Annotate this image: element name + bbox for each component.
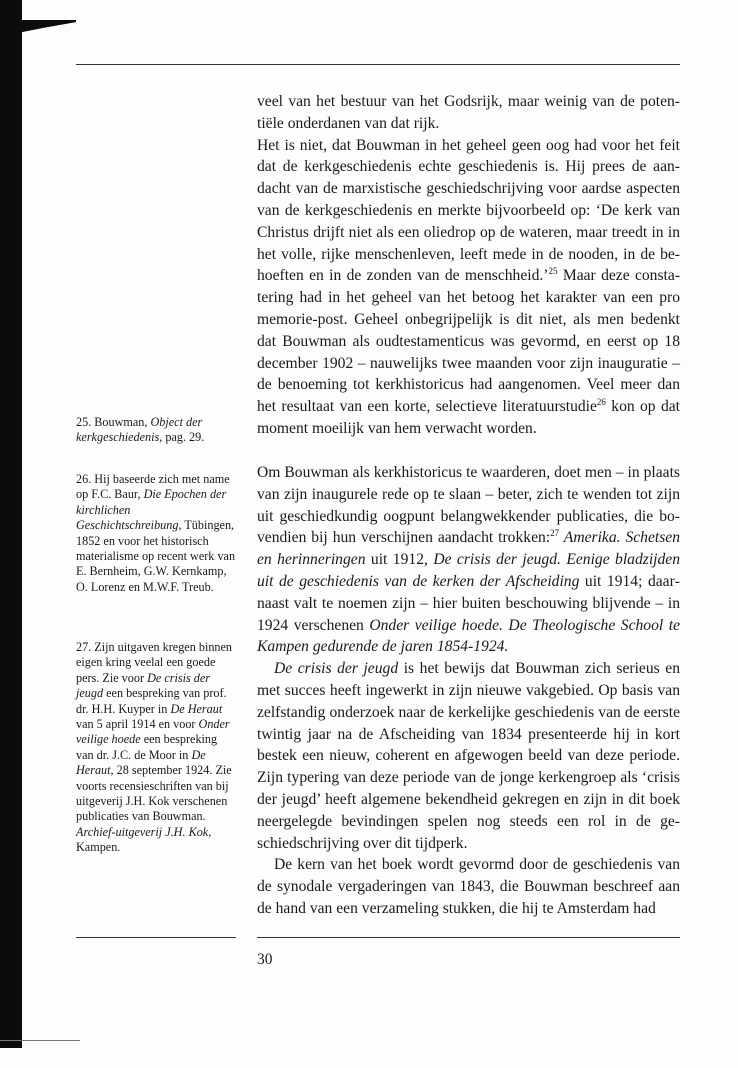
- footnote-27-text-5: , Kampen.: [76, 824, 212, 855]
- page-number: 30: [257, 951, 273, 968]
- paragraph-4: [257, 658, 680, 854]
- main-text-top: [257, 91, 680, 440]
- footnote-ref-26[interactable]: 26: [596, 397, 606, 408]
- paragraph-3: [257, 462, 680, 658]
- footnote-27: [76, 640, 236, 856]
- main-text-bottom: [257, 462, 680, 920]
- footnote-27-title-3: Onder veilige hoede: [76, 717, 230, 747]
- scan-margin-line: [0, 1040, 80, 1041]
- footer-rule: [257, 937, 680, 938]
- footnote-27-text-3: een bespreking van dr. J.C. de Moor in: [76, 732, 218, 762]
- paragraph-2-part-3: kon op dat moment moeilijk van hem verwacht worden.: [257, 398, 680, 437]
- book-title-crisis-der-jeugd: De crisis der jeugd. Eenige bladzijden uit de geschiedenis van de kerken der Afscheiding: [257, 551, 681, 590]
- footnote-25-lead: 25. Bouwman,: [76, 415, 151, 429]
- paragraph-4-text: is het bewijs dat Bouwman zich serieus en met succes heeft ingewerkt in zijn nieuwe vakgebied. Op basis van zelfstandig onderzoek naar de kerkelijke geschiedenis van de eerste twintig jaar na de Afscheiding van 1834 presenteerde hij in kort bestek een nieuw, coherent en afgewogen beeld van deze periode. Zijn typering van deze periode van de jonge kerkengroep als ‘crisis der jeugd’ heeft algemene bekendheid gekregen en zijn in dit boek neergelegde bevindingen spelen nog steeds een rol in de geschiedschrijving over dit tijdperk.: [257, 660, 680, 852]
- footnote-25: [76, 415, 236, 446]
- paragraph-1: veel van het bestuur van het Godsrijk, maar weinig van de potentiële onderdanen van dat rijk.: [257, 93, 680, 132]
- paragraph-3-part-1: Om Bouwman als kerkhistoricus te waarderen, doet men – in plaats van zijn inaugurele rede op te slaan – beter, zich te wenden tot zijn uit geschiedkundig oogpunt belangwekkender publicaties, die bovendien bij hun verschijnen aandacht trokken:: [257, 464, 680, 547]
- header-rule: [76, 64, 680, 65]
- footnote-27-title-5: Archief-uitgeverij J.H. Kok: [76, 824, 209, 839]
- footnote-26-tail: , Tübingen, 1852 en voor het historisch materialisme op recent werk van E. Bernheim, G.W. Kernkamp, O. Lorenz en M.W.F. Treub.: [76, 518, 236, 594]
- footnote-27-text-2: van 5 april 1914 en voor: [76, 717, 199, 732]
- footnote-27-text-1: een bespreking van prof. dr. H.H. Kuyper in: [76, 686, 227, 716]
- footnote-27-lead: 27. Zijn uitgaven kregen binnen eigen kring veelal een goede pers. Zie voor: [76, 640, 233, 685]
- footnote-25-title: Object der kerkgeschiedenis: [76, 415, 203, 445]
- book-title-onder-veilige-hoede: Onder veilige hoede. De Theologische School te Kampen gedurende de jaren 1854-1924.: [257, 616, 680, 656]
- footnote-25-tail: , pag. 29.: [159, 430, 205, 445]
- paragraph-2-part-1: Het is niet, dat Bouwman in het geheel geen oog had voor het feit dat de kerkgeschiedenis echte geschiedenis is. Hij prees de aandacht van de marxistische geschiedschrijving voor aardse aspecten van de kerkgeschiedenis en merkte bijvoorbeeld op: ‘De kerk van Christus drijft niet als een oliedrop op de wateren, maar treedt in in het volle, rijke menschenleven, leeft mede in de nooden, in de behoeften en in de zonden van de menschheid.’: [257, 136, 680, 285]
- paragraph-3-part-2: uit 1912,: [365, 551, 434, 569]
- footnote-ref-27[interactable]: 27: [550, 528, 560, 539]
- footnote-27-text-4: , 28 september 1924. Zie voorts recensieschriften van bij uitgeverij J.H. Kok verschenen publicaties van Bouwman.: [76, 763, 232, 824]
- footnote-27-title-1: De crisis der jeugd: [76, 670, 211, 701]
- footnote-26-lead: 26. Hij baseerde zich met name op F.C. Baur,: [76, 472, 230, 502]
- footnote-27-title-2: De Heraut: [170, 701, 223, 716]
- paragraph-3-part-3: uit 1914; daarnaast valt te noemen zijn – hier buiten beschouwing blijvende – in 1924 verschenen: [257, 572, 680, 634]
- scan-margin-flare: [18, 20, 76, 32]
- footnote-ref-25[interactable]: 25: [548, 266, 558, 277]
- paragraph-5: De kern van het boek wordt gevormd door de geschiedenis van de synodale vergaderingen van 1843, die Bouwman beschreef aan de hand van een verzameling stukken, die hij te Amsterdam had: [257, 856, 680, 917]
- footnote-26-title: Die Epochen der kirchlichen Geschichtschreibung: [76, 487, 227, 533]
- scan-margin-shadow: [0, 0, 22, 1048]
- footnote-27-title-4: De Heraut: [76, 747, 206, 778]
- footnote-26: [76, 472, 236, 595]
- paragraph-2-part-2: Maar deze constatering had in het geheel van het betoog het karakter van een pro memorie-post. Geheel onbegrijpelijk is dit niet, als men bedenkt dat Bouwman als oudtestamenticus was gevormd, en eerst op 18 december 1902 – nauwelijks twee maanden voor zijn inauguratie – de benoeming tot kerkhistoricus had aangenomen. Veel meer dan het resultaat van een korte, selectieve literatuurstudie: [257, 267, 681, 416]
- book-title-amerika: Amerika. Schetsen en herinneringen: [257, 529, 681, 569]
- paragraph-2: [257, 135, 680, 440]
- footnote-area-rule: [76, 937, 236, 938]
- paragraph-4-title: De crisis der jeugd: [274, 660, 399, 678]
